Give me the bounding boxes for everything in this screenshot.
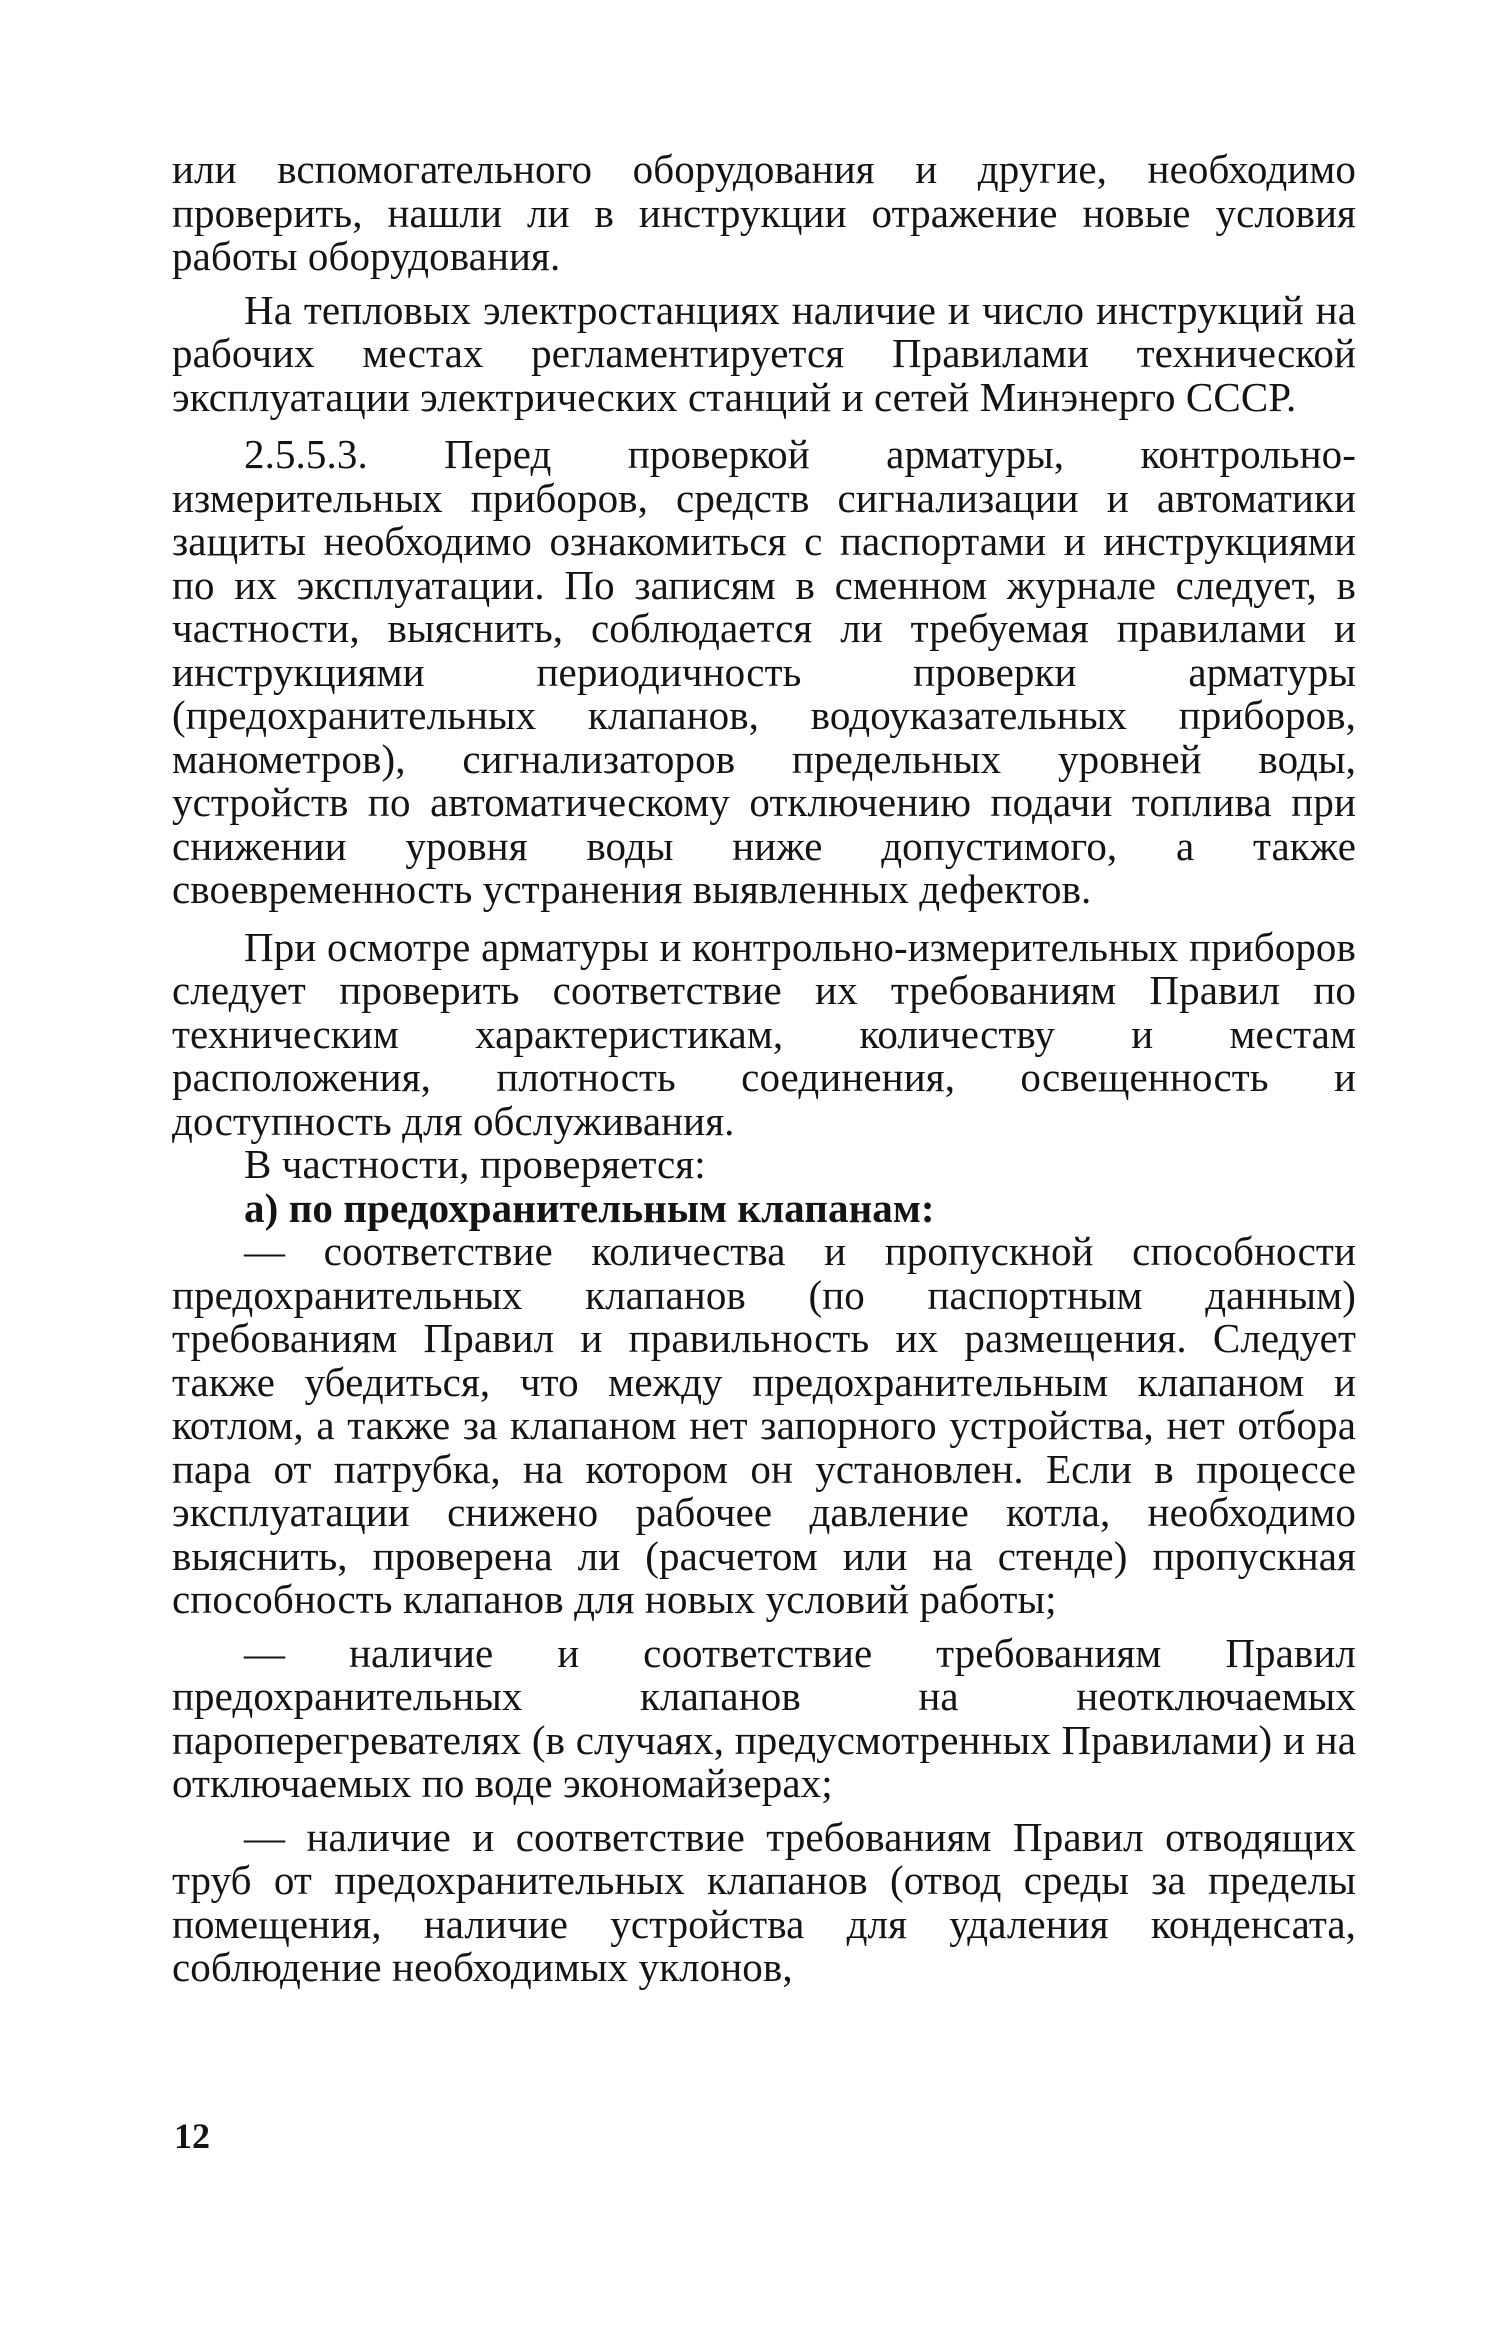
list-item-discharge-pipes: — наличие и соответствие требованиям Правил отводящих труб от предохранительных клапанов (отвод среды за пределы помещения, наличие устройства для удаления конденсата, соблюдение необходимых уклонов, [172,1813,1356,1990]
paragraph-continuation: или вспомогательного оборудования и другие, необходимо проверить, нашли ли в инструкции отражение новые условия работы оборудования. [172,146,1356,279]
page-number: 12 [174,2116,210,2156]
paragraph-inspection: При осмотре арматуры и контрольно-измерительных приборов следует проверить соответствие их требованиям Правил по техническим характеристикам, количеству и местам расположения, плотность соединения, освещенность и доступность для обслуживания. [172,923,1356,1144]
subheading-safety-valves: а) по предохранительным клапанам: [244,1184,935,1231]
list-item-valve-capacity: — соответствие количества и пропускной способности предохранительных клапанов (по паспортным данным) требованиям Правил и правильность их размещения. Следует также убедиться, что между предохранительным клапаном и котлом, а также за клапаном нет запорного устройства, нет отбора пара от патрубка, на котором он установлен. Если в процессе эксплуатации снижено рабочее давление котла, необходимо выяснить, проверена ли (расчетом или на стенде) пропускная способность клапанов для новых условий работы; [172,1228,1356,1622]
paragraph-in-particular: В частности, проверяется: [244,1141,706,1187]
paragraph-2-5-5-3: 2.5.5.3. Перед проверкой арматуры, контрольно-измерительных приборов, средств сигнализации и автоматики защиты необходимо ознакомиться с паспортами и инструкциями по их эксплуатации. По записям в сменном журнале следует, в частности, выяснить, соблюдается ли требуемая правилами и инструкциями периодичность проверки арматуры (предохранительных клапанов, водоуказательных приборов, манометров), сигнализаторов предельных уровней воды, устройств по автоматическому отключению подачи топлива при снижении уровня воды ниже допустимого, а также своевременность устранения выявленных дефектов. [172,431,1356,912]
paragraph-instructions-count: На тепловых электростанциях наличие и число инструкций на рабочих местах регламентируется Правилами технической эксплуатации электрических станций и сетей Минэнерго СССР. [172,286,1356,420]
list-item-superheaters: — наличие и соответствие требованиям Правил предохранительных клапанов на неотключаемых пароперегревателях (в случаях, предусмотренных Правилами) и на отключаемых по воде экономайзерах; [172,1629,1356,1806]
page-body [172,148,1356,1990]
